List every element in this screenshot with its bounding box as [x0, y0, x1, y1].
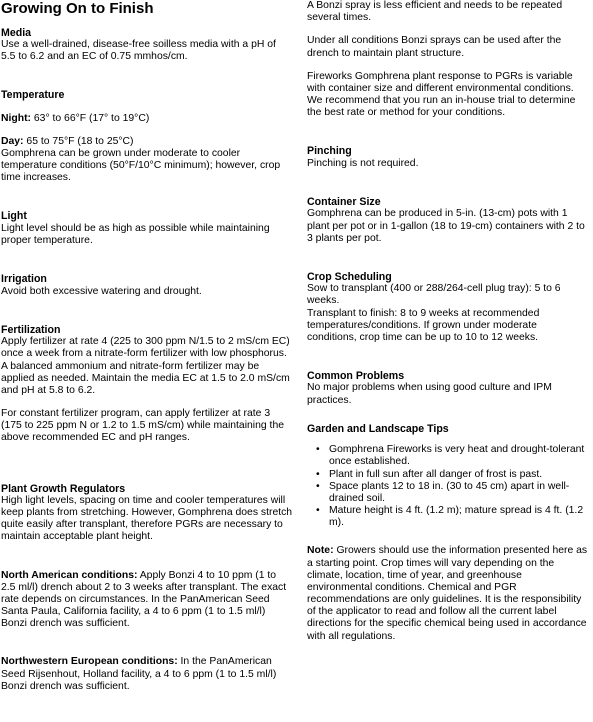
media-text: Use a well-drained, disease-free soilless media with a pH of 5.5 to 6.2 and an EC of 0.75 mmhos/cm.: [1, 38, 276, 63]
problems-text: No major problems when using good culture and IPM practices.: [307, 382, 552, 406]
pgr-heading: Plant Growth Regulators: [1, 482, 126, 495]
container-section: [307, 196, 588, 245]
light-text: Light level should be as high as possible while maintaining proper temperature.: [1, 222, 270, 247]
light-section: [1, 210, 293, 247]
pinching-heading: Pinching: [307, 145, 352, 158]
right-column: [299, 0, 588, 722]
fertilization-text-2: For constant fertilizer program, can apply fertilizer at rate 3 (175 to 225 ppm N or 1.2 to 1.5 mS/cm) while maintaining the above recommended EC and pH ranges.: [1, 408, 284, 444]
garden-tips-list: [307, 444, 588, 529]
note-text: [307, 545, 588, 642]
north-american-body: Apply Bonzi 4 to 10 ppm (1 to 2.5 ml/l) drench about 2 to 3 weeks after transplant. The exact rate depends on circumstances. In the PanAmerican Seed Santa Paula, California facility, a 4 to 6 ppm (1 to 1.5 ml/l) Bonzi drench was sufficient.: [1, 569, 287, 630]
fertilization-heading: Fertilization: [1, 323, 61, 336]
garden-section: [307, 423, 588, 530]
media-heading: Media: [1, 26, 32, 39]
bonzi-conditions-text: Under all conditions Bonzi sprays can be used after the drench to maintain plant structure.: [307, 35, 562, 59]
note-label: Note:: [307, 545, 334, 557]
night-temperature: [1, 113, 293, 125]
pgr-section: [1, 483, 293, 544]
container-text: Gomphrena can be produced in 5-in. (13-cm) pots with 1 plant per pot or in 1-gallon (18 to 19-cm) containers with 2 to 3 plants per pot.: [307, 208, 585, 244]
day-label: Day:: [1, 135, 24, 147]
night-text: 63° to 66°F (17° to 19°C): [31, 112, 150, 124]
day-text: 65 to 75°F (18 to 25°C): [23, 135, 134, 147]
fertilization-section: [1, 324, 293, 445]
garden-heading: Garden and Landscape Tips: [307, 422, 449, 435]
note-section: [307, 545, 588, 642]
fireworks-pgr-text: Fireworks Gomphrena plant response to PGRs is variable with container size and different environmental conditions. We recommend that you run an in-house trial to determine the best rate or method for your conditions.: [307, 70, 576, 119]
list-item: • Mature height is 4 ft. (1.2 m); mature spread is 4 ft. (1.2 m).: [329, 505, 588, 529]
temperature-heading: Temperature: [1, 89, 65, 102]
northwestern-body: In the PanAmerican Seed Rijsenhout, Holland facility, a 4 to 6 ppm (1 to 1.5 ml/l) Bonzi drench was sufficient.: [1, 656, 277, 692]
night-label: Night:: [1, 112, 32, 124]
scheduling-heading: Crop Scheduling: [307, 270, 392, 283]
document-title: Growing On to Finish: [1, 0, 154, 17]
irrigation-text: Avoid both excessive watering and drought.: [1, 285, 202, 297]
scheduling-section: [307, 271, 588, 344]
fertilization-text-1: Apply fertilizer at rate 4 (225 to 300 ppm N/1.5 to 2 mS/cm EC) once a week from a nitrate-form fertilizer with low phosphorus. A balanced ammonium and nitrate-form fertilizer may be applied as needed. Maintain the media EC at 1.5 to 2.0 mS/cm and pH at 5.8 to 6.2.: [1, 336, 290, 396]
northwestern-section: [1, 656, 293, 693]
pgr-text: High light levels, spacing on time and cooler temperatures will keep plants from stretching. However, Gomphrena does stretch quite easily after transplant, therefore PGRs are necessary to maintain acceptable plant height.: [1, 494, 293, 543]
northwestern-label: Northwestern European conditions:: [1, 656, 178, 668]
container-heading: Container Size: [307, 195, 381, 208]
irrigation-heading: Irrigation: [1, 273, 47, 286]
problems-heading: Common Problems: [307, 370, 405, 383]
list-item: • Gomphrena Fireworks is very heat and drought-tolerant once established.: [329, 444, 588, 468]
note-body: Growers should use the information presented here as a starting point. Crop times will vary depending on the climate, location, time of year, and greenhouse environmental conditions. Chemical and PGR recommendations are only guidelines. It is the responsibility of the applicator to read and follow all the current label directions for the specific chemical being used in accordance with all regulations.: [307, 545, 588, 642]
bonzi-spray-text: A Bonzi spray is less efficient and needs to be repeated several times.: [307, 0, 563, 24]
temperature-section: [1, 89, 293, 184]
list-item: • Space plants 12 to 18 in. (30 to 45 cm) apart in well-drained soil.: [329, 481, 588, 505]
day-temperature: [1, 136, 293, 148]
north-american-label: North American conditions:: [1, 569, 138, 581]
temperature-text: Gomphrena can be grown under moderate to cooler temperature conditions (50°F/10°C minimum); however, crop time increases.: [1, 147, 281, 184]
irrigation-section: [1, 273, 293, 298]
list-item: • Plant in full sun after all danger of frost is past.: [329, 469, 588, 481]
pinching-section: [307, 145, 588, 170]
north-american-text: [1, 570, 293, 631]
pinching-text: Pinching is not required.: [307, 157, 419, 169]
light-heading: Light: [1, 210, 27, 223]
scheduling-text-2: Transplant to finish: 8 to 9 weeks at recommended temperatures/conditions. If grown under moderate conditions, crop time can be up to 10 to 12 weeks.: [307, 307, 540, 343]
left-column: [1, 0, 299, 722]
scheduling-text-1: Sow to transplant (400 or 288/264-cell plug tray): 5 to 6 weeks.: [307, 283, 561, 307]
northwestern-text: [1, 656, 293, 693]
media-section: [1, 27, 293, 64]
north-american-section: [1, 570, 293, 631]
problems-section: [307, 370, 588, 407]
